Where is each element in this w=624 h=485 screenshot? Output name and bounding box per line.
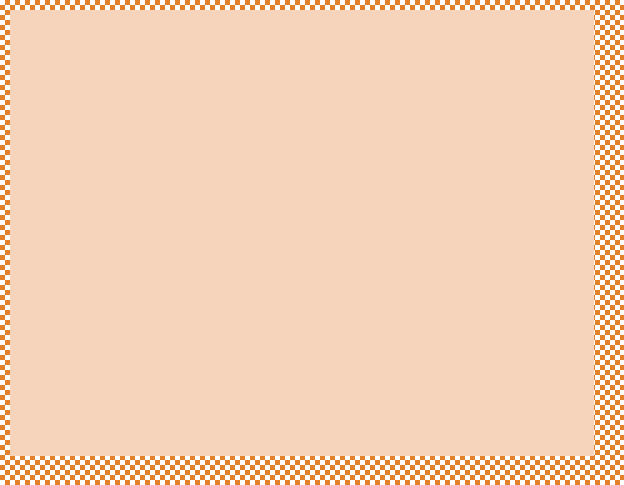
flyer-body: [10, 10, 594, 456]
